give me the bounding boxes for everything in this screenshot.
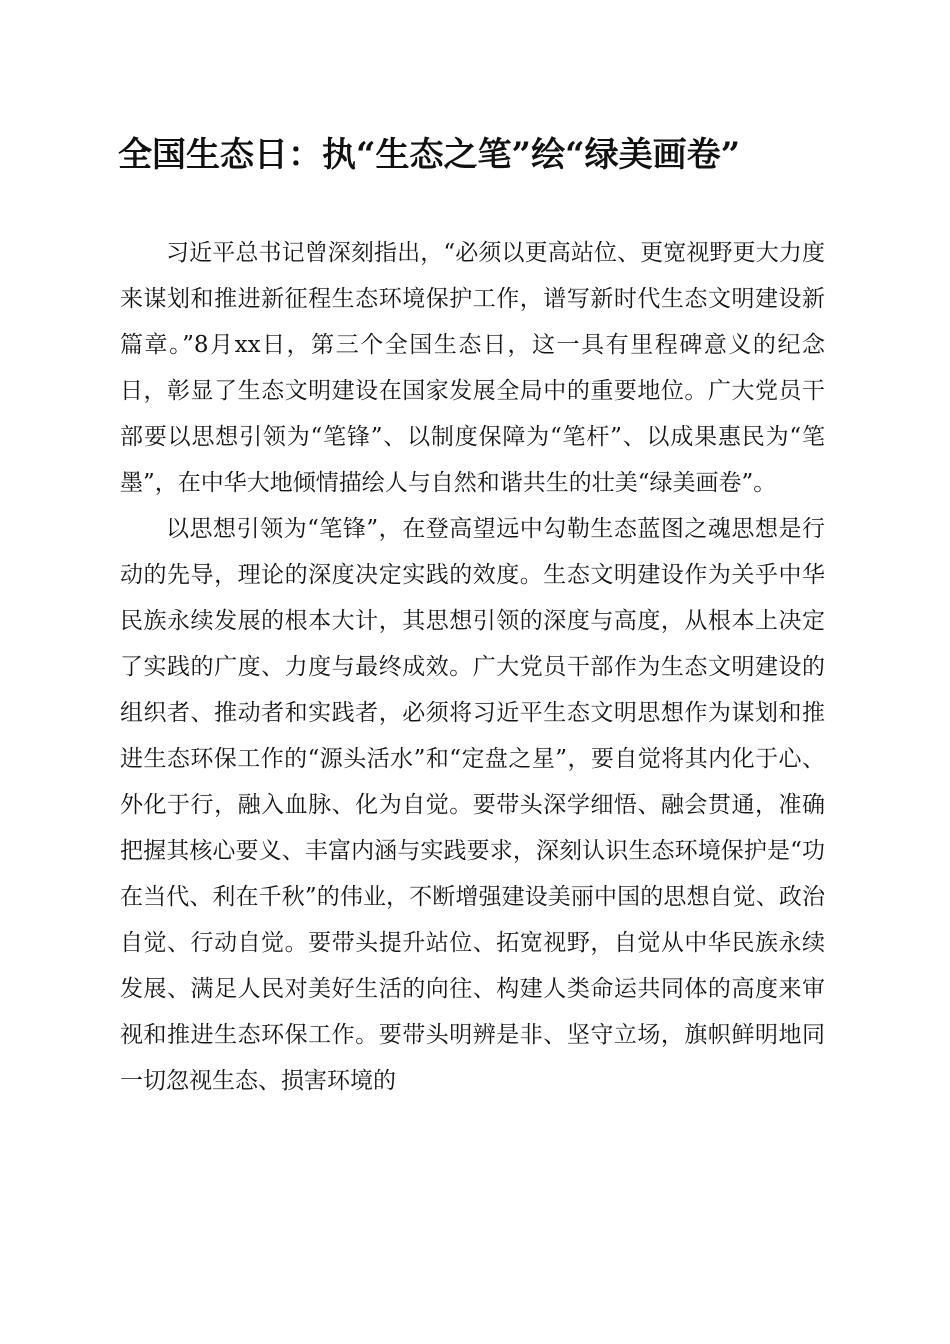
paragraph: 习近平总书记曾深刻指出，“必须以更高站位、更宽视野更大力度来谋划和推进新征程生态环境保护工作，谱写新时代生态文明建设新篇章。”8月xx日，第三个全国生态日，这一具有里程碑意义的纪念日，彰显了生态文明建设在国家发展全局中的重要地位。广大党员干部要以思想引领为“笔锋”、以制度保障为“笔杆”、以成果惠民为“笔墨”，在中华大地倾情描绘人与自然和谐共生的壮美“绿美画卷”。	[120, 240, 825, 496]
document-title: 全国生态日：执“生态之笔”绘“绿美画卷”	[118, 135, 741, 175]
document-body	[120, 230, 825, 1104]
paragraph: 以思想引领为“笔锋”，在登高望远中勾勒生态蓝图之魂思想是行动的先导，理论的深度决定实践的效度。生态文明建设作为关乎中华民族永续发展的根本大计，其思想引领的深度与高度，从根本上决定了实践的广度、力度与最终成效。广大党员干部作为生态文明建设的组织者、推动者和实践者，必须将习近平生态文明思想作为谋划和推进生态环保工作的“源头活水”和“定盘之星”，要自觉将其内化于心、外化于行，融入血脉、化为自觉。要带头深学细悟、融会贯通，准确把握其核心要义、丰富内涵与实践要求，深刻认识生态环境保护是“功在当代、利在千秋”的伟业，不断增强建设美丽中国的思想自觉、政治自觉、行动自觉。要带头提升站位、拓宽视野，自觉从中华民族永续发展、满足人民对美好生活的向往、构建人类命运共同体的高度来审视和推进生态环保工作。要带头明辨是非、坚守立场，旗帜鲜明地同一切忽视生态、损害环境的	[120, 516, 825, 1094]
